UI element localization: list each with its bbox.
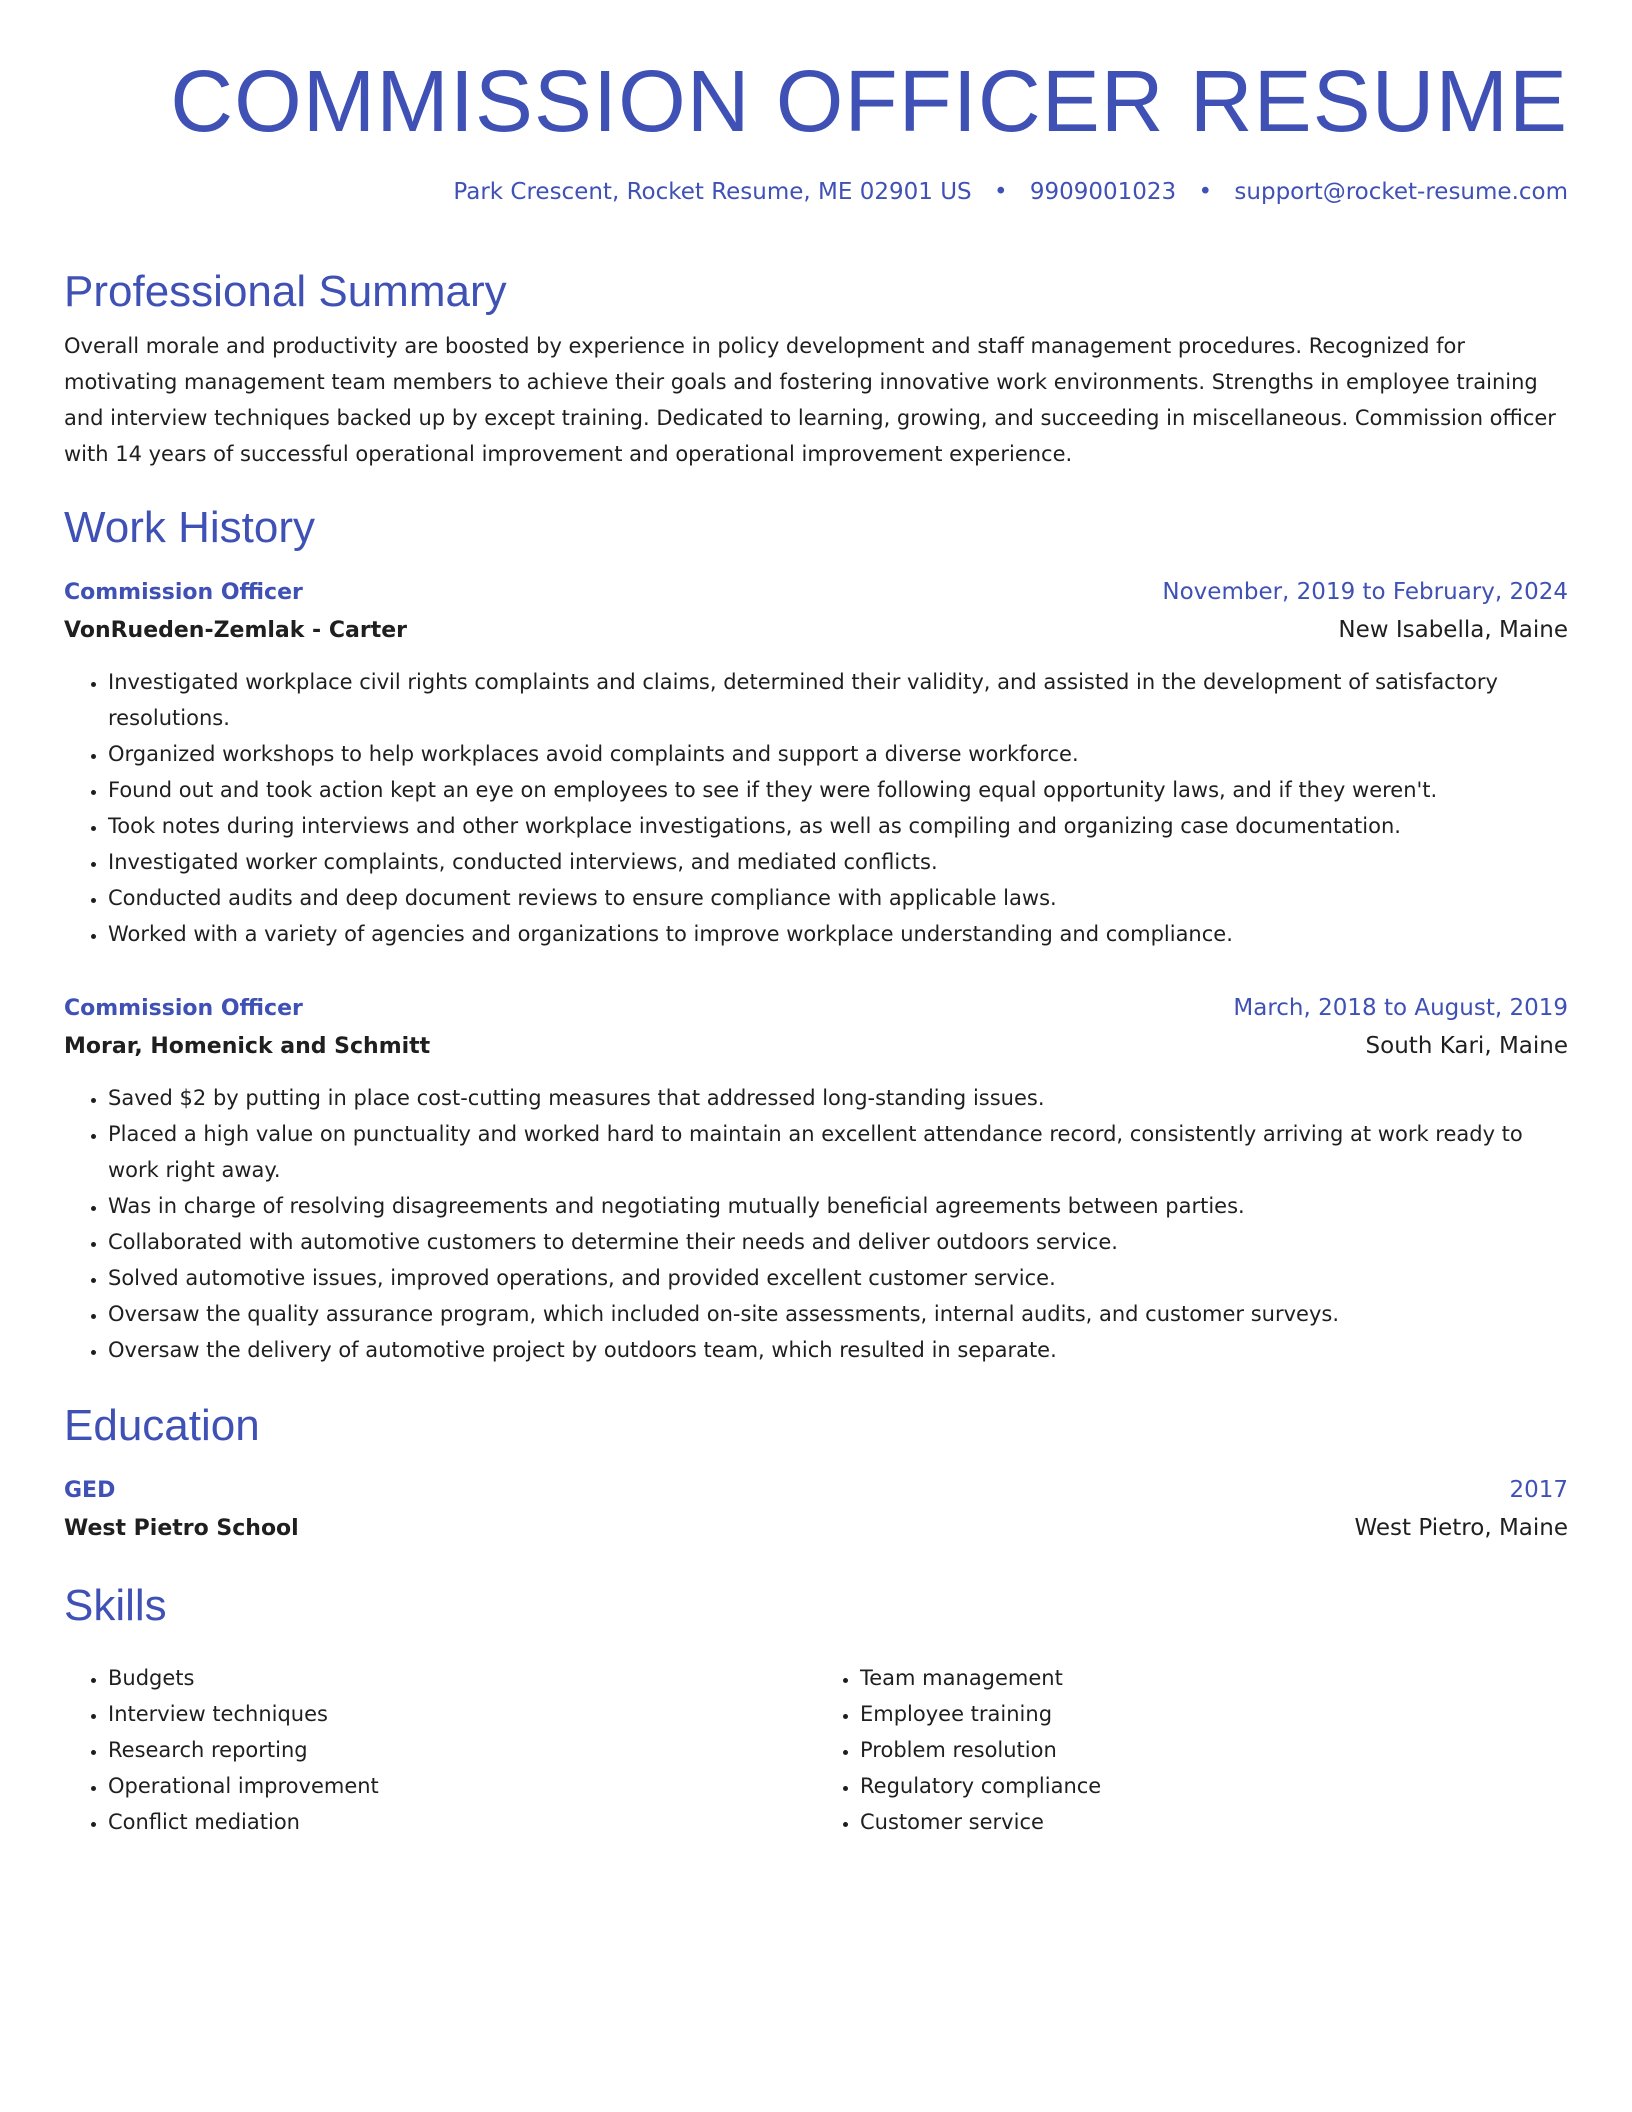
education-entry [64,1472,1568,1548]
skill-item: • Regulatory compliance [860,1768,1568,1804]
summary-section [64,264,1568,472]
job-location: New Isabella, Maine [1338,617,1568,643]
job-company: Morar, Homenick and Schmitt [64,1034,431,1059]
contact-separator: • [1198,179,1213,205]
skill-item: • Research reporting [108,1732,816,1768]
job-title: Commission Officer [64,996,303,1021]
skill-item: • Team management [860,1660,1568,1696]
skills-list-left [64,1660,816,1840]
summary-text: Overall morale and productivity are boosted by experience in policy development and staff management procedures. Recognized for motivating management team members to achieve their goals and fostering innovative work environments. Strengths in employee training and interview techniques backed up by except training. Dedicated to learning, growing, and succeeding in miscellaneous. Commission officer with 14 years of successful operational improvement and operational improvement experience. [64,334,1556,466]
job-duties-list [64,1080,1568,1368]
skill-item: • Operational improvement [108,1768,816,1804]
skill-item: • Customer service [860,1804,1568,1840]
job-duty: • Oversaw the delivery of automotive project by outdoors team, which resulted in separate. [108,1332,1568,1368]
skill-item: • Interview techniques [108,1696,816,1732]
skills-list-right [816,1660,1568,1840]
job-duty: • Solved automotive issues, improved operations, and provided excellent customer service. [108,1260,1568,1296]
job-duty: • Collaborated with automotive customers to determine their needs and deliver outdoors service. [108,1224,1568,1260]
job-dates: November, 2019 to February, 2024 [1162,579,1568,605]
education-section [64,1398,1568,1548]
job-duty: • Conducted audits and deep document reviews to ensure compliance with applicable laws. [108,880,1568,916]
job-title: Commission Officer [64,580,303,605]
work-history-heading: Work History [64,503,315,552]
skill-item: • Conflict mediation [108,1804,816,1840]
job-duties-list [64,664,1568,952]
skills-columns [64,1646,1568,1840]
skill-item: • Employee training [860,1696,1568,1732]
education-degree: GED [64,1478,116,1503]
job-duty: • Investigated worker complaints, conducted interviews, and mediated conflicts. [108,844,1568,880]
job-location: South Kari, Maine [1365,1033,1568,1059]
contact-line [64,176,1568,208]
education-year: 2017 [1509,1477,1568,1503]
job-duty: • Investigated workplace civil rights complaints and claims, determined their validity, and assisted in the development of satisfactory resolutions. [108,664,1568,736]
resume-header [64,0,1568,208]
skills-section [64,1578,1568,1840]
contact-email: support@rocket-resume.com [1234,179,1568,205]
job-duty: • Oversaw the quality assurance program, which included on-site assessments, internal audits, and customer surveys. [108,1296,1568,1332]
skills-heading: Skills [64,1581,167,1630]
resume-title: COMMISSION OFFICER RESUME [170,53,1568,150]
skill-item: • Budgets [108,1660,816,1696]
contact-separator: • [993,179,1008,205]
skill-item: • Problem resolution [860,1732,1568,1768]
job-dates: March, 2018 to August, 2019 [1233,995,1568,1021]
job-duty: • Organized workshops to help workplaces avoid complaints and support a diverse workforce. [108,736,1568,772]
contact-phone: 9909001023 [1029,179,1177,205]
education-location: West Pietro, Maine [1354,1515,1568,1541]
job-duty: • Worked with a variety of agencies and organizations to improve workplace understanding and compliance. [108,916,1568,952]
job-duty: • Took notes during interviews and other workplace investigations, as well as compiling and organizing case documentation. [108,808,1568,844]
education-heading: Education [64,1401,260,1450]
job-duty: • Placed a high value on punctuality and worked hard to maintain an excellent attendance record, consistently arriving at work ready to work right away. [108,1116,1568,1188]
job-entry [64,574,1568,952]
job-entry [64,990,1568,1368]
summary-heading: Professional Summary [64,267,507,316]
job-duty: • Was in charge of resolving disagreements and negotiating mutually beneficial agreements between parties. [108,1188,1568,1224]
job-duty: • Saved $2 by putting in place cost-cutting measures that addressed long-standing issues. [108,1080,1568,1116]
contact-address: Park Crescent, Rocket Resume, ME 02901 US [453,179,972,205]
education-school: West Pietro School [64,1516,299,1541]
job-duty: • Found out and took action kept an eye on employees to see if they were following equal opportunity laws, and if they weren't. [108,772,1568,808]
job-company: VonRueden-Zemlak - Carter [64,618,407,643]
work-history-section [64,500,1568,1368]
